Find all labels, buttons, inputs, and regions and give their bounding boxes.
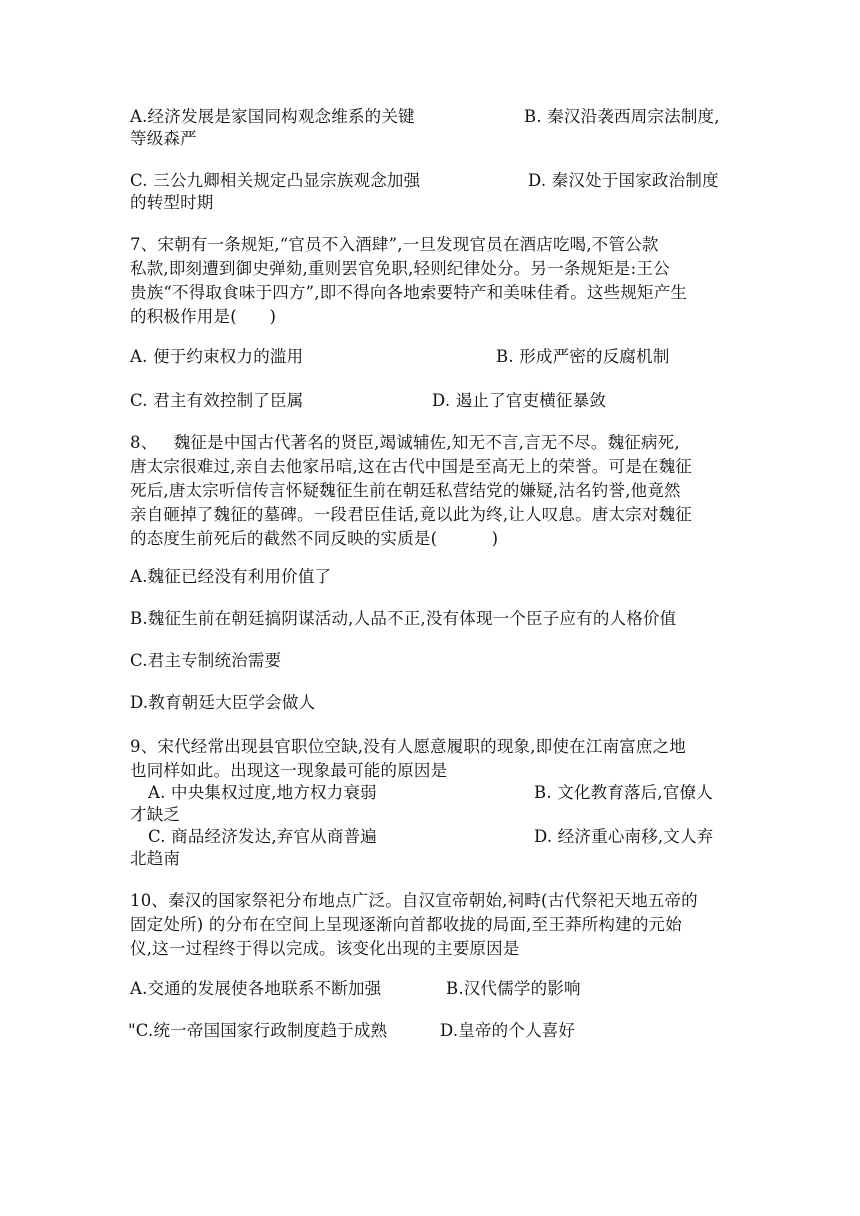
q6-option-b-cont: 等级森严 (130, 129, 197, 148)
q10-stem-line: 仪,这一过程终于得以完成。该变化出现的主要原因是 (130, 939, 520, 958)
q8-option-b: B.魏征生前在朝廷搞阴谋活动,人品不正,没有体现一个臣子应有的人格价值 (130, 609, 677, 628)
q9-option-b-cont: 才缺乏 (130, 805, 181, 824)
q9-option-d: D. 经济重心南移,文人弃 (534, 827, 714, 846)
q10-stem-line: 10、秦汉的国家祭祀分布地点广泛。自汉宣帝朝始,祠畤(古代祭祀天地五帝的 (130, 891, 698, 910)
q7-stem-line: 贵族“不得取食味于四方”,即不得向各地索要特产和美味佳肴。这些规矩产生 (130, 283, 688, 302)
q8-stem-line: 亲自砸掉了魏征的墓碑。一段君臣佳话,竟以此为终,让人叹息。唐太宗对魏征 (130, 505, 692, 524)
q8-option-a: A.魏征已经没有利用价值了 (130, 567, 332, 586)
q7-option-c: C. 君主有效控制了臣属 (130, 391, 304, 410)
q8-stem-line: 8、 魏征是中国古代著名的贤臣,竭诚辅佐,知无不言,言无不尽。魏征病死, (130, 433, 680, 452)
q8-option-c: C.君主专制统治需要 (130, 651, 282, 670)
q9-option-a: A. 中央集权过度,地方权力衰弱 (148, 783, 377, 802)
q6-option-a: A.经济发展是家国同构观念维系的关键 (130, 107, 415, 126)
q7-option-d: D. 遏止了官吏横征暴敛 (432, 391, 607, 410)
q9-stem-line: 也同样如此。出现这一现象最可能的原因是 (130, 761, 448, 780)
q10-option-a: A.交通的发展使各地联系不断加强 (130, 979, 382, 998)
q8-stem-line: 唐太宗很难过,亲自去他家吊唁,这在古代中国是至高无上的荣誉。可是在魏征 (130, 457, 692, 476)
q7-option-a: A. 便于约束权力的滥用 (130, 347, 304, 366)
q6-option-c: C. 三公九卿相关规定凸显宗族观念加强 (130, 171, 421, 190)
q10-option-b: B.汉代儒学的影响 (446, 979, 581, 998)
q6-option-d: D. 秦汉处于国家政治制度 (528, 171, 719, 190)
q8-option-d: D.教育朝廷大臣学会做人 (130, 693, 316, 712)
q10-stem-line: 固定处所) 的分布在空间上呈现逐渐向首都收拢的局面,至王莽所构建的元始 (130, 915, 682, 934)
q10-option-d: D.皇帝的个人喜好 (440, 1021, 576, 1040)
q9-option-c: C. 商品经济发达,弃官从商普遍 (148, 827, 377, 846)
q9-option-b: B. 文化教育落后,官僚人 (534, 783, 713, 802)
q8-stem-line: 死后,唐太宗听信传言怀疑魏征生前在朝廷私营结党的嫌疑,沽名钓誉,他竟然 (130, 481, 681, 500)
q7-stem-line: 的积极作用是( ) (130, 307, 277, 326)
q7-stem-line: 私款,即刻遭到御史弹劾,重则罢官免职,轻则纪律处分。另一条规矩是:王公 (130, 259, 670, 278)
q10-option-c: "C.统一帝国国家行政制度趋于成熟 (128, 1021, 388, 1040)
q7-option-b: B. 形成严密的反腐机制 (496, 347, 670, 366)
q9-option-d-cont: 北趋南 (130, 849, 181, 868)
q9-stem-line: 9、宋代经常出现县官职位空缺,没有人愿意履职的现象,即使在江南富庶之地 (130, 737, 686, 756)
q6-option-b: B. 秦汉沿袭西周宗法制度, (524, 107, 720, 126)
q8-stem-line: 的态度生前死后的截然不同反映的实质是( ) (130, 529, 499, 548)
q6-option-d-cont: 的转型时期 (130, 193, 214, 212)
q7-stem-line: 7、宋朝有一条规矩,“官员不入酒肆”,一旦发现官员在酒店吃喝,不管公款 (130, 235, 659, 254)
